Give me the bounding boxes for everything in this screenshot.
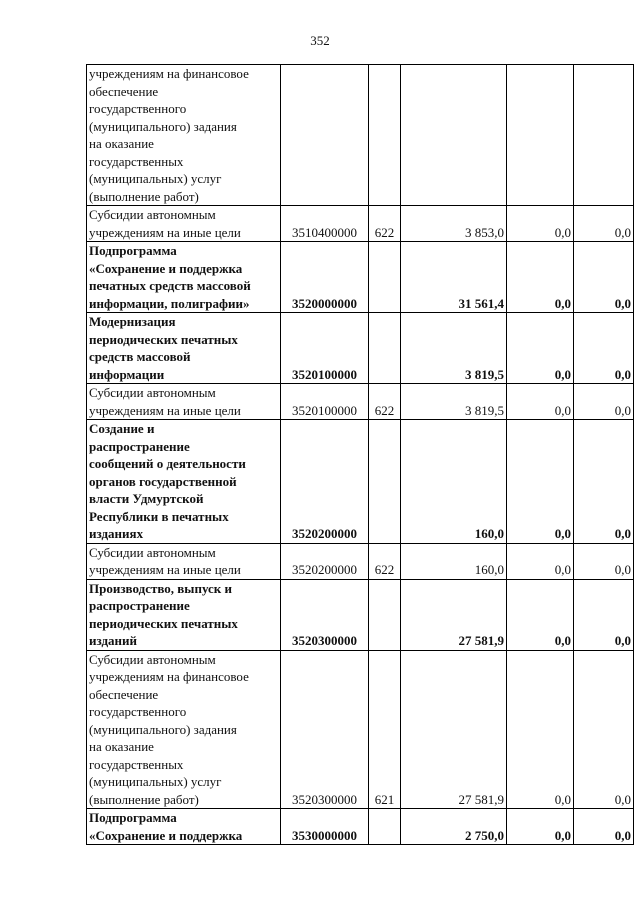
amount-2-cell: 0,0 xyxy=(507,313,574,384)
table-row xyxy=(87,809,634,845)
table-row xyxy=(87,579,634,650)
amount-3-cell: 0,0 xyxy=(574,384,634,420)
item-name-cell: Субсидии автономным учреждениям на иные цели xyxy=(87,543,281,579)
amount-2-cell: 0,0 xyxy=(507,206,574,242)
expense-type-cell xyxy=(369,809,401,845)
amount-2-cell: 0,0 xyxy=(507,384,574,420)
target-code-cell xyxy=(281,65,369,206)
amount-1-cell: 31 561,4 xyxy=(401,242,507,313)
target-code-cell: 3520000000 xyxy=(281,242,369,313)
amount-3-cell: 0,0 xyxy=(574,206,634,242)
item-name-cell: Субсидии автономным учреждениям на финансовое обеспечение государственного (муниципального) задания на оказание государственных (муниципальных) услуг (выполнение работ) xyxy=(87,650,281,809)
table-row xyxy=(87,384,634,420)
expense-type-cell xyxy=(369,65,401,206)
table-row xyxy=(87,206,634,242)
amount-3-cell: 0,0 xyxy=(574,809,634,845)
item-name-cell: Субсидии автономным учреждениям на иные цели xyxy=(87,384,281,420)
expense-type-cell xyxy=(369,313,401,384)
amount-3-cell: 0,0 xyxy=(574,650,634,809)
target-code-cell: 3520200000 xyxy=(281,543,369,579)
amount-1-cell xyxy=(401,65,507,206)
table-row xyxy=(87,65,634,206)
amount-1-cell: 160,0 xyxy=(401,420,507,544)
item-name-cell: учреждениям на финансовое обеспечение государственного (муниципального) задания на оказание государственных (муниципальных) услуг (выполнение работ) xyxy=(87,65,281,206)
target-code-cell: 3520100000 xyxy=(281,313,369,384)
amount-1-cell: 27 581,9 xyxy=(401,650,507,809)
item-name-cell: Субсидии автономным учреждениям на иные цели xyxy=(87,206,281,242)
target-code-cell: 3520100000 xyxy=(281,384,369,420)
expense-type-cell: 622 xyxy=(369,206,401,242)
amount-3-cell: 0,0 xyxy=(574,420,634,544)
budget-table-body xyxy=(87,65,634,845)
table-row xyxy=(87,650,634,809)
amount-3-cell: 0,0 xyxy=(574,579,634,650)
amount-2-cell: 0,0 xyxy=(507,809,574,845)
target-code-cell: 3520300000 xyxy=(281,650,369,809)
expense-type-cell xyxy=(369,420,401,544)
amount-2-cell: 0,0 xyxy=(507,242,574,313)
amount-1-cell: 3 853,0 xyxy=(401,206,507,242)
table-row xyxy=(87,242,634,313)
expense-type-cell: 621 xyxy=(369,650,401,809)
amount-2-cell: 0,0 xyxy=(507,543,574,579)
amount-1-cell: 3 819,5 xyxy=(401,384,507,420)
table-row xyxy=(87,420,634,544)
amount-3-cell: 0,0 xyxy=(574,313,634,384)
amount-1-cell: 27 581,9 xyxy=(401,579,507,650)
target-code-cell: 3520200000 xyxy=(281,420,369,544)
amount-1-cell: 2 750,0 xyxy=(401,809,507,845)
table-row xyxy=(87,543,634,579)
page-number: 352 xyxy=(310,33,330,48)
table-row xyxy=(87,313,634,384)
amount-3-cell xyxy=(574,65,634,206)
amount-1-cell: 160,0 xyxy=(401,543,507,579)
expense-type-cell xyxy=(369,579,401,650)
item-name-cell: Производство, выпуск и распространение периодических печатных изданий xyxy=(87,579,281,650)
item-name-cell: Подпрограмма «Сохранение и поддержка xyxy=(87,809,281,845)
amount-3-cell: 0,0 xyxy=(574,242,634,313)
target-code-cell: 3510400000 xyxy=(281,206,369,242)
budget-table xyxy=(86,64,634,845)
target-code-cell: 3520300000 xyxy=(281,579,369,650)
item-name-cell: Подпрограмма «Сохранение и поддержка печатных средств массовой информации, полиграфии» xyxy=(87,242,281,313)
expense-type-cell xyxy=(369,242,401,313)
amount-2-cell: 0,0 xyxy=(507,650,574,809)
item-name-cell: Модернизация периодических печатных средств массовой информации xyxy=(87,313,281,384)
amount-2-cell: 0,0 xyxy=(507,579,574,650)
target-code-cell: 3530000000 xyxy=(281,809,369,845)
expense-type-cell: 622 xyxy=(369,384,401,420)
expense-type-cell: 622 xyxy=(369,543,401,579)
item-name-cell: Создание и распространение сообщений о деятельности органов государственной власти Удмуртской Республики в печатных изданиях xyxy=(87,420,281,544)
amount-1-cell: 3 819,5 xyxy=(401,313,507,384)
amount-2-cell: 0,0 xyxy=(507,420,574,544)
amount-3-cell: 0,0 xyxy=(574,543,634,579)
amount-2-cell xyxy=(507,65,574,206)
